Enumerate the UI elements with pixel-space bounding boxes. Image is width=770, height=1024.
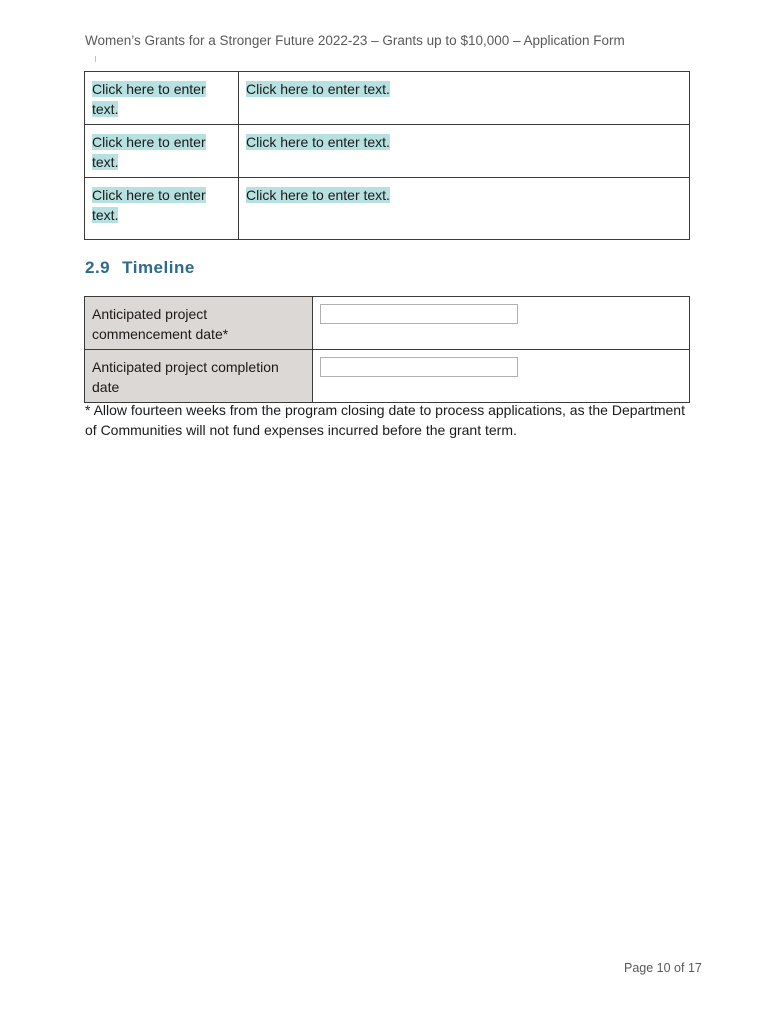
- placeholder-text[interactable]: Click here to enter text.: [92, 81, 206, 117]
- timeline-footnote: * Allow fourteen weeks from the program closing date to process applications, as the Department of Communities will not fund expenses incurred before the grant term.: [85, 402, 685, 438]
- header-divider-mark: [95, 56, 96, 62]
- completion-date-field[interactable]: [320, 357, 518, 377]
- entries-table: [84, 71, 690, 240]
- placeholder-text[interactable]: Click here to enter text.: [246, 187, 390, 203]
- placeholder-text[interactable]: Click here to enter text.: [92, 134, 206, 170]
- table-cell[interactable]: [239, 178, 690, 240]
- commencement-date-label: Anticipated project commencement date*: [85, 297, 313, 350]
- commencement-date-field[interactable]: [320, 304, 518, 324]
- section-number: 2.9: [85, 258, 111, 277]
- section-heading: [85, 258, 195, 278]
- completion-date-label: Anticipated project completion date: [85, 350, 313, 403]
- table-cell[interactable]: [85, 125, 239, 178]
- placeholder-text[interactable]: Click here to enter text.: [246, 81, 390, 97]
- table-row: [85, 297, 690, 350]
- page-number: Page 10 of 17: [624, 961, 702, 975]
- table-row: [85, 350, 690, 403]
- table-row: [85, 125, 690, 178]
- placeholder-text[interactable]: Click here to enter text.: [92, 187, 206, 223]
- table-cell[interactable]: [85, 178, 239, 240]
- page-header-title: Women’s Grants for a Stronger Future 2022-23 – Grants up to $10,000 – Application Form: [85, 33, 625, 48]
- table-cell[interactable]: [85, 72, 239, 125]
- table-cell: [313, 350, 690, 403]
- table-cell[interactable]: [239, 72, 690, 125]
- table-row: [85, 178, 690, 240]
- placeholder-text[interactable]: Click here to enter text.: [246, 134, 390, 150]
- table-row: [85, 72, 690, 125]
- timeline-table: [84, 296, 690, 403]
- table-cell[interactable]: [239, 125, 690, 178]
- table-cell: [313, 297, 690, 350]
- section-title: Timeline: [122, 258, 195, 277]
